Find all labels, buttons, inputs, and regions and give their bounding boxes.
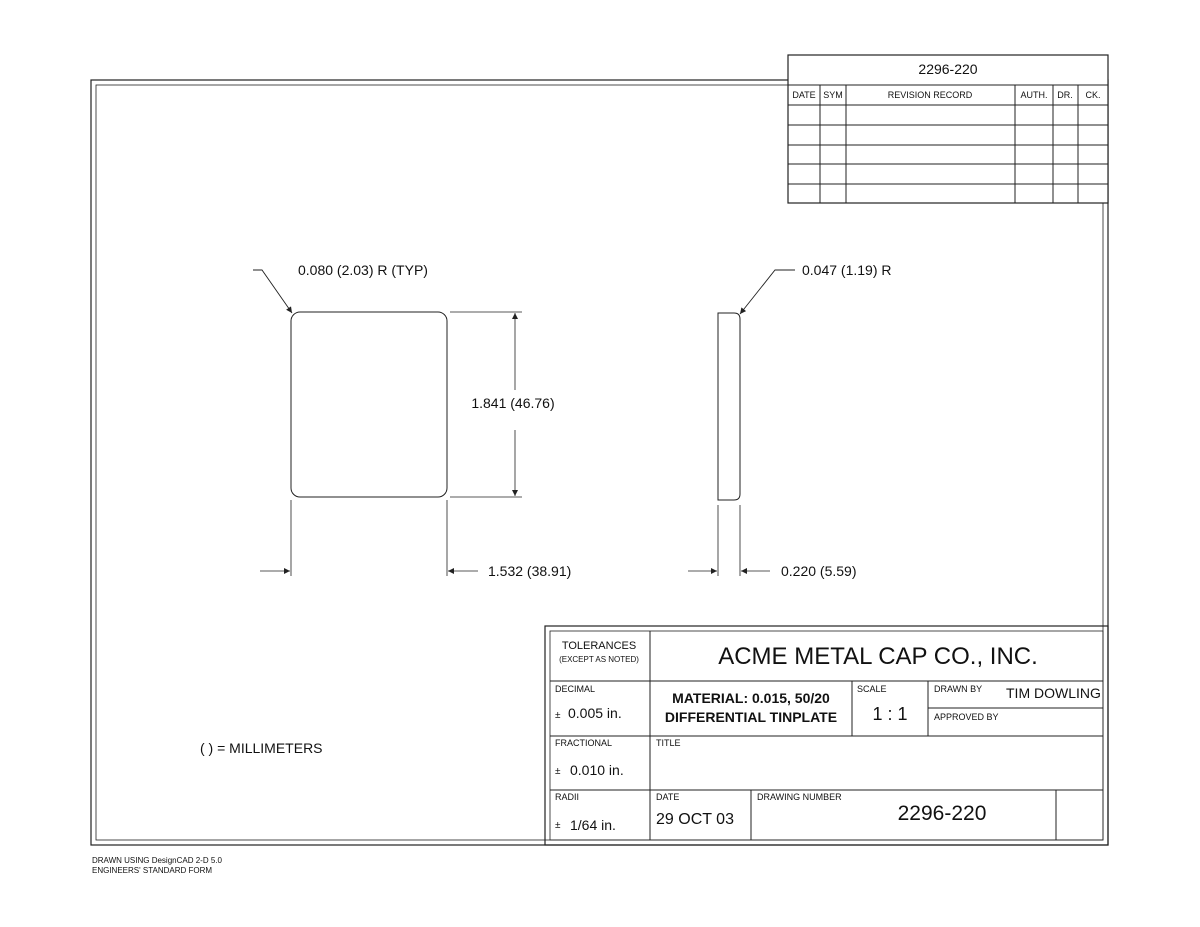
material-line1: MATERIAL: 0.015, 50/20 xyxy=(672,690,830,706)
revision-header-dr: DR. xyxy=(1057,90,1073,100)
radii-label: RADII xyxy=(555,792,580,802)
drawing-number-value: 2296-220 xyxy=(897,802,987,825)
footer-line1: DRAWN USING DesignCAD 2-D 5.0 xyxy=(92,856,222,865)
date-label: DATE xyxy=(656,792,680,802)
fractional-plus-minus: ± xyxy=(555,766,561,777)
height-dimension-label: 1.841 (46.76) xyxy=(471,395,555,411)
title-label: TITLE xyxy=(656,738,681,748)
revision-header-sym: SYM xyxy=(823,90,843,100)
front-radius-label: 0.080 (2.03) R (TYP) xyxy=(298,262,428,278)
fractional-label: FRACTIONAL xyxy=(555,738,613,748)
date-value: 29 OCT 03 xyxy=(656,811,734,828)
decimal-value: 0.005 in. xyxy=(568,705,622,721)
title-block xyxy=(545,626,1108,845)
side-radius-label: 0.047 (1.19) R xyxy=(802,262,892,278)
scale-value: 1 : 1 xyxy=(872,704,908,724)
tolerances-label: TOLERANCES xyxy=(561,640,637,652)
footer-line2: ENGINEERS' STANDARD FORM xyxy=(92,866,213,875)
fractional-value: 0.010 in. xyxy=(570,762,624,778)
radii-plus-minus: ± xyxy=(555,820,561,831)
units-note: ( ) = MILLIMETERS xyxy=(200,740,323,756)
tolerances-note: (EXCEPT AS NOTED) xyxy=(559,655,639,664)
thickness-dimension-label: 0.220 (5.59) xyxy=(781,563,857,579)
scale-label: SCALE xyxy=(857,684,887,694)
approved-by-label: APPROVED BY xyxy=(934,712,999,722)
radii-value: 1/64 in. xyxy=(570,817,616,833)
drawing-number-label: DRAWING NUMBER xyxy=(757,792,842,802)
decimal-label: DECIMAL xyxy=(555,684,596,694)
revision-header-record: REVISION RECORD xyxy=(887,90,973,100)
revision-header-ck: CK. xyxy=(1085,90,1101,100)
company-name: ACME METAL CAP CO., INC. xyxy=(718,643,1038,670)
revision-header-auth: AUTH. xyxy=(1020,90,1048,100)
drawn-by-value: TIM DOWLING xyxy=(1006,685,1101,701)
revision-drawing-number: 2296-220 xyxy=(918,61,978,77)
side-view xyxy=(688,262,892,579)
decimal-plus-minus: ± xyxy=(555,710,561,721)
material-line2: DIFFERENTIAL TINPLATE xyxy=(664,709,838,725)
revision-block xyxy=(788,55,1108,203)
drawn-by-label: DRAWN BY xyxy=(934,684,983,694)
revision-header-date: DATE xyxy=(792,90,816,100)
width-dimension-label: 1.532 (38.91) xyxy=(488,563,572,579)
front-view xyxy=(253,262,571,579)
